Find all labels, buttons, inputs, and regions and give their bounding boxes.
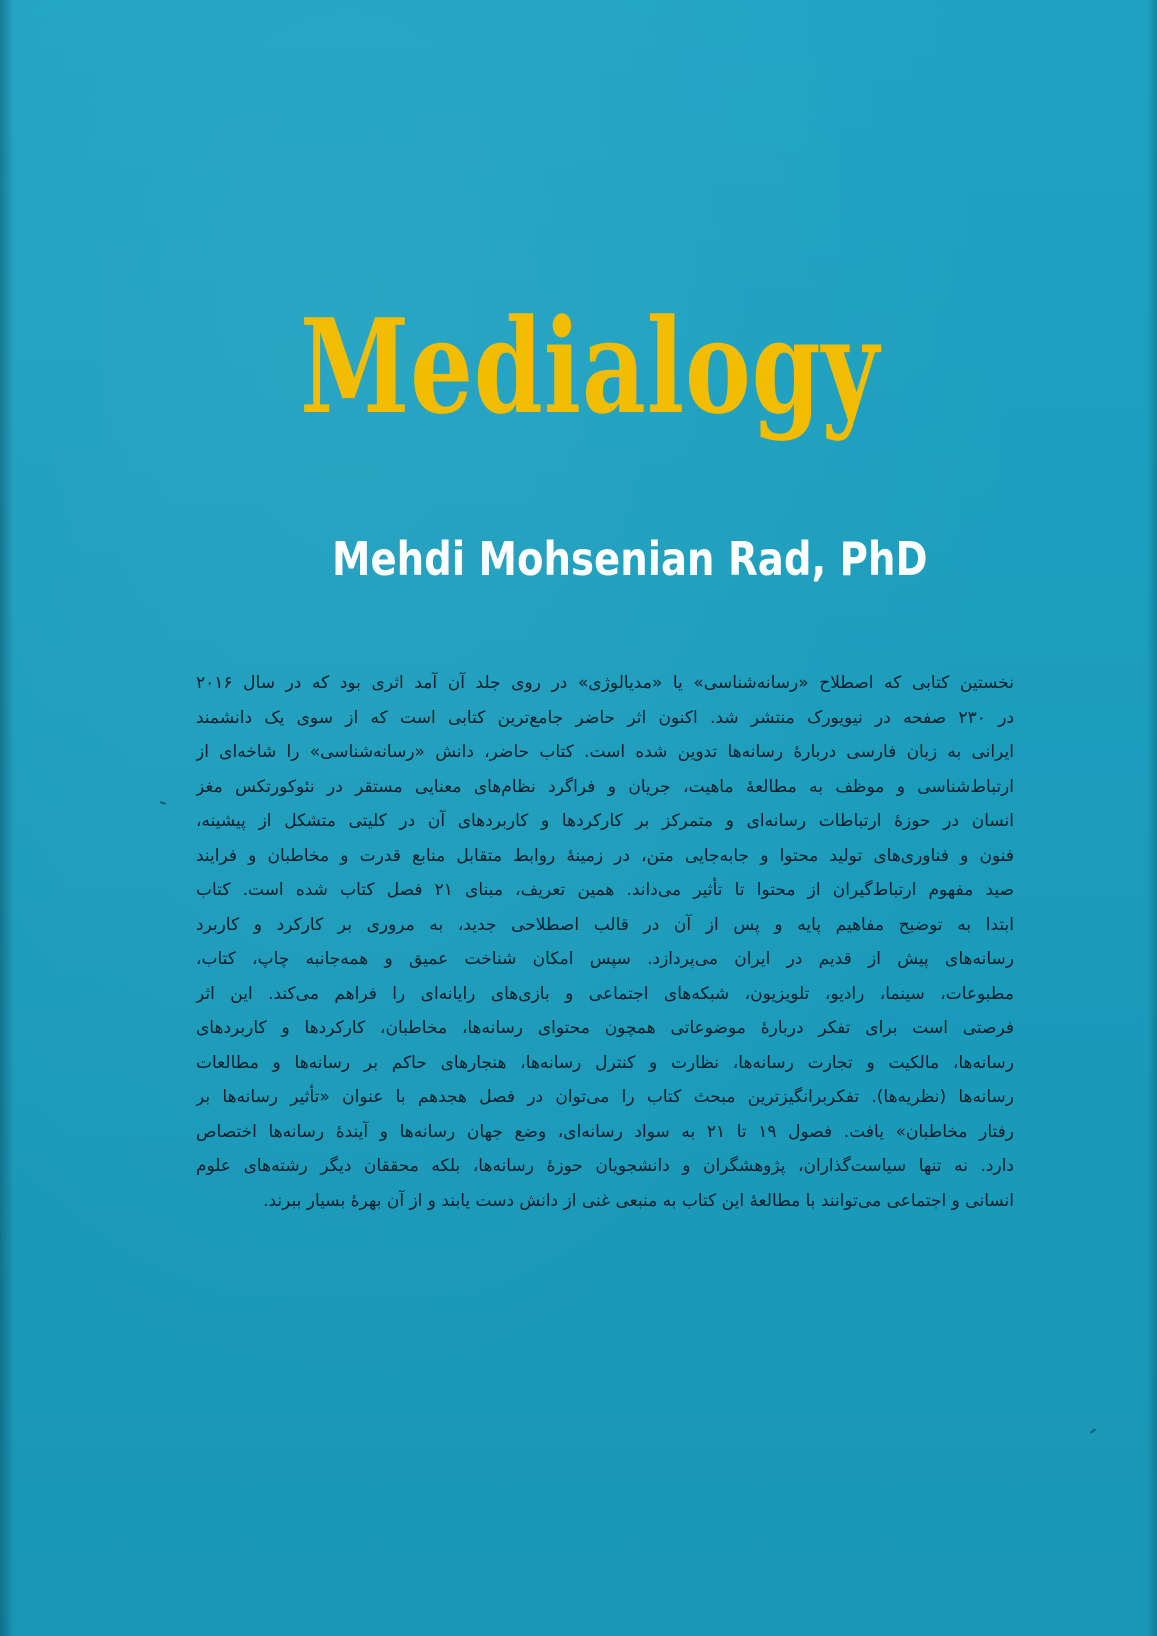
blurb-line: انسان در حوزهٔ ارتباطات رسانه‌ای و متمرکز بر کارکردها و کاربردهای آن در کلیتی متشکل از پیشینه، [196,811,1014,831]
author-name: Mehdi Mohsenian Rad, PhD [332,532,928,586]
blurb-line: صید مفهوم ارتباط‌گیران از محتوا تا تأثیر می‌داند. همین تعریف، مبنای ۲۱ فصل کتاب شده است. کتاب [196,880,1014,900]
blurb-line: فرصتی است برای تفکر دربارهٔ موضوعاتی همچون محتوای رسانه‌ها، مخاطبان، کارکردها و کاربردهای [196,1018,1014,1038]
blurb-line: مطبوعات، سینما، رادیو، تلویزیون، شبکه‌های اجتماعی و بازی‌های رایانه‌ای را فراهم می‌کند. این اثر [196,983,1014,1004]
blurb-line: ارتباط‌شناسی و موظف به مطالعهٔ ماهیت، جریان و فراگرد نظام‌های معنایی مستقر در نئوکورتکس مغز [196,776,1014,797]
cover-left-edge-shadow [0,0,14,1636]
blurb-line: انسانی و اجتماعی می‌توانند با مطالعهٔ این کتاب به منبعی غنی از دانش دست یابند و از آن بهرهٔ بسیار ببرند. [263,1190,1014,1211]
blurb-line: ابتدا به توضیح مفاهیم پایه و پس از آن در قالب اصطلاحی جدید، به مروری بر کارکرد و کاربرد [196,914,1014,935]
blurb-line: رسانه‌ها، مالکیت و تجارت رسانه‌ها، نظارت و کنترل رسانه‌ها، هنجارهای حاکم بر رسانه‌ها و مطالعات [196,1052,1014,1073]
blurb-line: رسانه‌ها (نظریه‌ها). تفکربرانگیزترین مبحث کتاب را می‌توان در فصل هجدهم با عنوان «تأثیر رسانه‌ها بر [196,1087,1014,1107]
surface-scratch-mark [1090,1428,1096,1433]
blurb-line: رفتار مخاطبان» یافت. فصول ۱۹ تا ۲۱ به سواد رسانه‌ای، وضع جهان رسانه‌ها و آیندهٔ رسانه‌ها اختصاص [196,1121,1014,1142]
blurb-line: در ۲۳۰ صفحه در نیویورک منتشر شد. اکنون اثر حاضر جامع‌ترین کتابی است که از سوی یک دانشمند [196,707,1014,728]
book-title: Medialogy [300,290,880,443]
back-cover-blurb [196,666,1014,1316]
blurb-line: دارد. نه تنها سیاست‌گذاران، پژوهشگران و دانشجویان حوزهٔ رسانه‌ها، بلکه محققان دیگر رشته‌های علوم [196,1156,1014,1176]
blurb-line: ایرانی به زبان فارسی دربارهٔ رسانه‌ها تدوین شده است. کتاب حاضر، دانش «رسانه‌شناسی» را شاخه‌ای از [196,742,1014,762]
blurb-line: فنون و فناوری‌های تولید محتوا و جابه‌جایی متن، در زمینهٔ روابط متقابل منابع قدرت و مخاطبان و فرایند [196,845,1014,866]
blurb-line: نخستین کتابی که اصطلاح «رسانه‌شناسی» یا «مدیالوژی» در روی جلد آن آمد اثری بود که در سال ۲۰۱۶ [196,673,1014,693]
blurb-line: رسانه‌های پیش از قدیم در ایران می‌پردازد. سپس امکان شناخت عمیق و همه‌جانبه چاپ، کتاب، [196,949,1014,969]
cover-right-edge-shadow [1147,0,1157,1636]
surface-scratch-mark [160,801,166,805]
